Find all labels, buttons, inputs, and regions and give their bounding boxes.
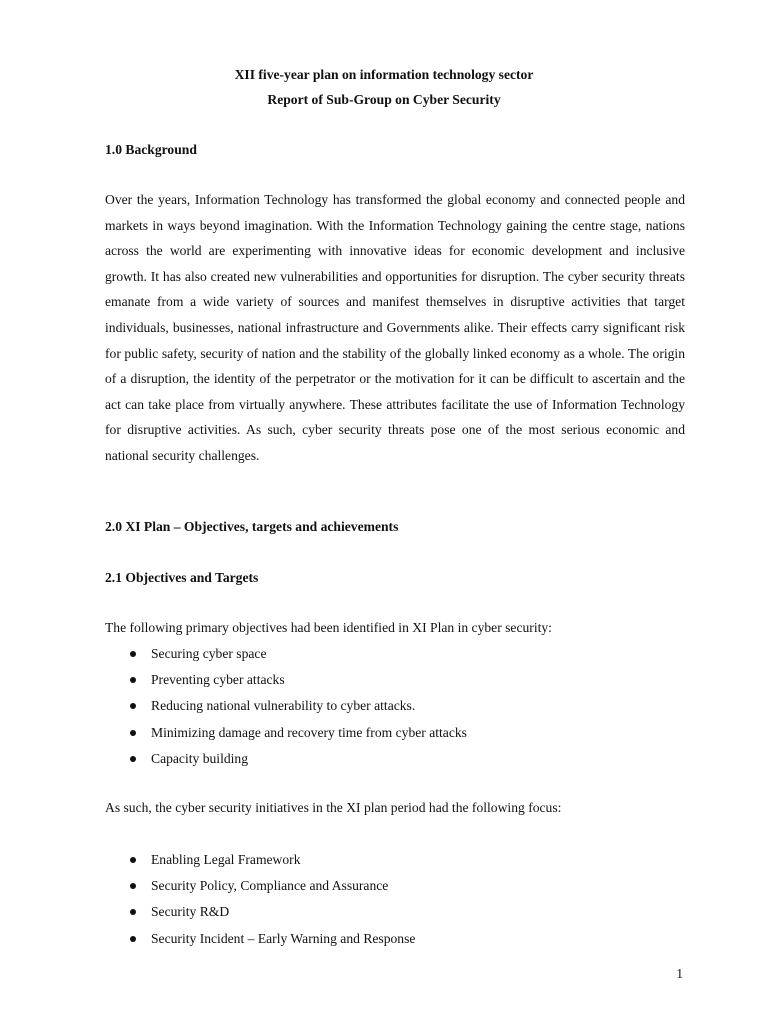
objectives-list <box>105 644 467 775</box>
bullet-icon <box>130 730 136 736</box>
list-item <box>105 902 415 928</box>
objectives-intro: The following primary objectives had been identified in XI Plan in cyber security: <box>105 620 552 635</box>
section-heading-xi-plan: 2.0 XI Plan – Objectives, targets and achievements <box>105 519 399 534</box>
list-item <box>105 850 415 876</box>
list-item <box>105 723 467 749</box>
focus-intro: As such, the cyber security initiatives in the XI plan period had the following focus: <box>105 800 562 815</box>
bullet-icon <box>130 677 136 683</box>
list-item-text: Preventing cyber attacks <box>151 672 285 688</box>
section-heading-background: 1.0 Background <box>105 142 197 157</box>
list-item <box>105 876 415 902</box>
bullet-icon <box>130 883 136 889</box>
list-item <box>105 670 467 696</box>
list-item <box>105 749 467 775</box>
bullet-icon <box>130 703 136 709</box>
document-subtitle: Report of Sub-Group on Cyber Security <box>267 92 501 107</box>
bullet-icon <box>130 756 136 762</box>
list-item-text: Capacity building <box>151 750 249 766</box>
bullet-icon <box>130 909 136 915</box>
document-title: XII five-year plan on information technology sector <box>234 67 534 82</box>
list-item-text: Security Policy, Compliance and Assurance <box>151 878 389 894</box>
list-item-text: Security Incident – Early Warning and Response <box>151 930 416 946</box>
section-heading-objectives: 2.1 Objectives and Targets <box>105 570 259 585</box>
focus-list <box>105 850 415 955</box>
bullet-icon <box>130 936 136 942</box>
list-item-text: Minimizing damage and recovery time from cyber attacks <box>151 724 467 740</box>
list-item-text: Enabling Legal Framework <box>151 852 301 867</box>
list-item <box>105 696 467 722</box>
list-item <box>105 644 467 670</box>
bullet-icon <box>130 857 136 863</box>
bullet-icon <box>130 651 136 657</box>
list-item <box>105 929 415 955</box>
list-item-text: Securing cyber space <box>151 646 267 661</box>
list-item-text: Reducing national vulnerability to cyber attacks. <box>151 698 416 714</box>
background-paragraph: Over the years, Information Technology has transformed the global economy and connected people and markets in ways beyond imagination. With the Information Technology gaining the centre stage, nations across the world are experimenting with innovative ideas for economic development and inclusive growth. It has also created new vulnerabilities and opportunities for disruption. The cyber security threats emanate from a wide variety of sources and manifest themselves in disruptive activities that target individuals, businesses, national infrastructure and Governments alike. Their effects carry significant risk for public safety, security of nation and the stability of the globally linked economy as a whole. The origin of a disruption, the identity of the perpetrator or the motivation for it can be difficult to ascertain and the act can take place from virtually anywhere. These attributes facilitate the use of Information Technology for disruptive activities. As such, cyber security threats pose one of the most serious economic and national security challenges. <box>105 192 685 463</box>
page-number: 1 <box>676 966 683 981</box>
list-item-text: Security R&D <box>151 904 230 920</box>
